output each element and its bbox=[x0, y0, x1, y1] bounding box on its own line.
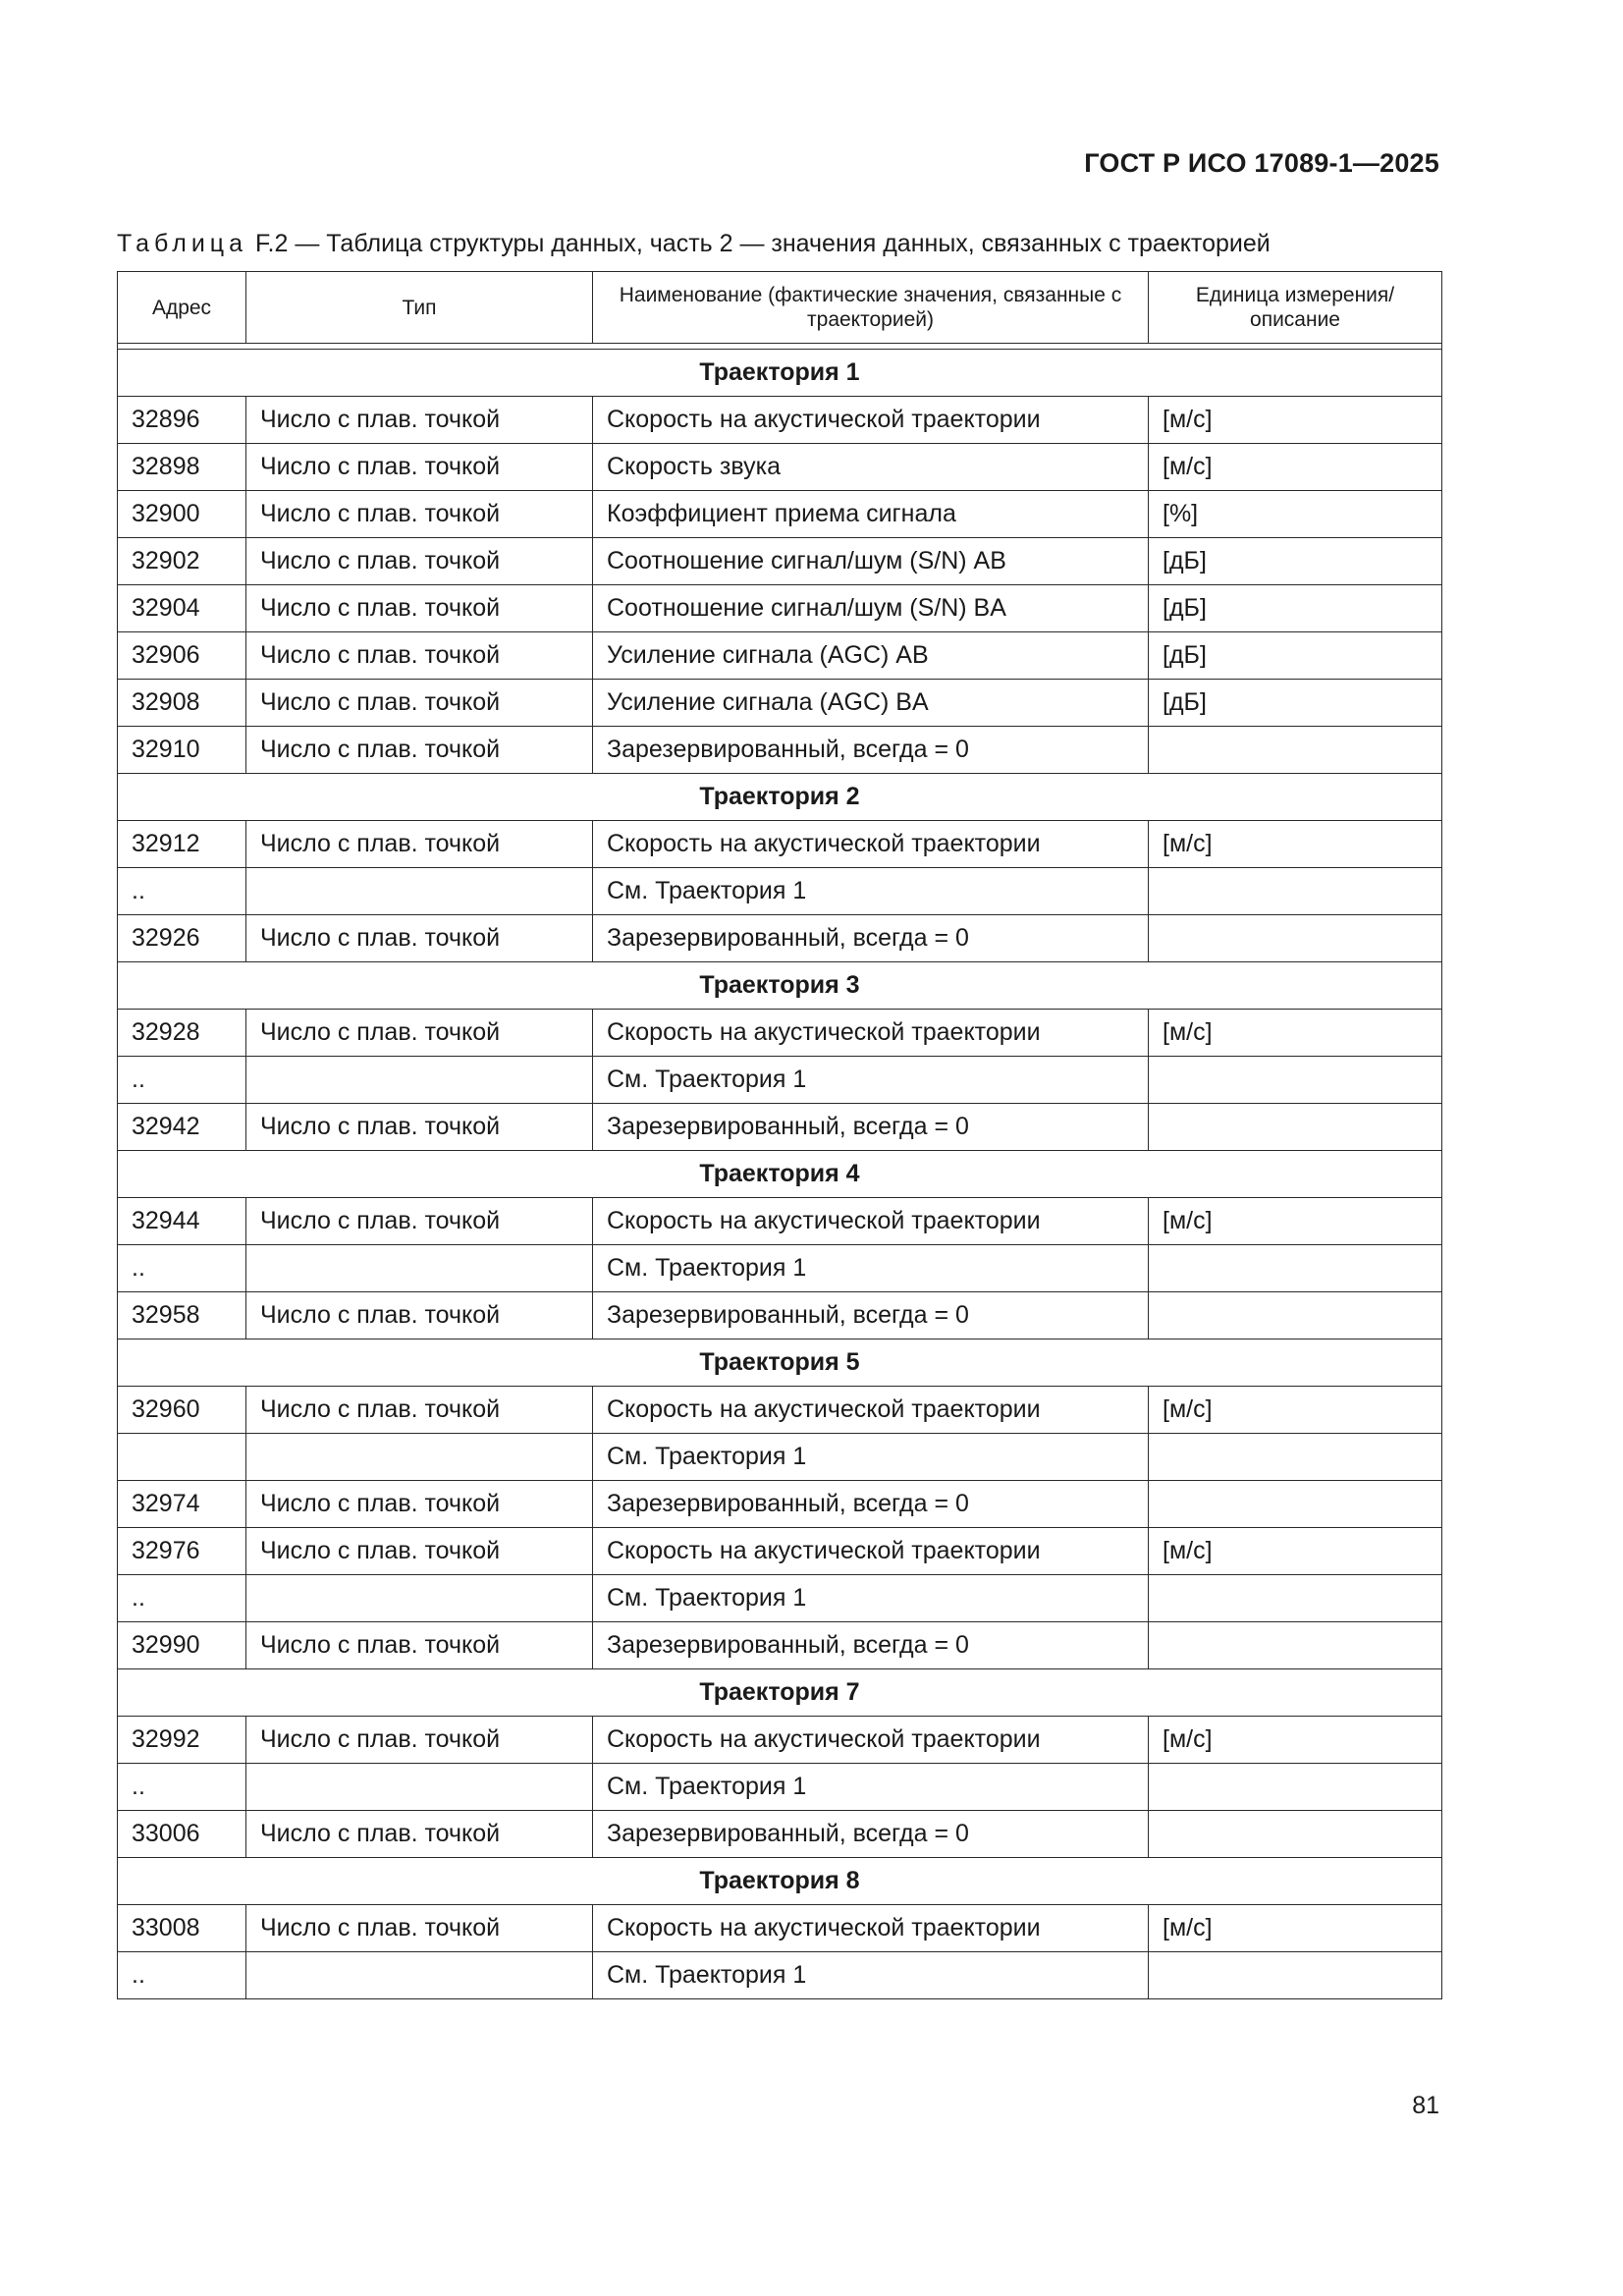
table-row bbox=[118, 1010, 1442, 1057]
cell-type: Число с плав. точкой bbox=[246, 680, 593, 727]
table-body bbox=[118, 350, 1442, 1999]
cell-type: Число с плав. точкой bbox=[246, 1811, 593, 1858]
cell-address: 32896 bbox=[118, 397, 246, 444]
table-row bbox=[118, 821, 1442, 868]
section-title: Траектория 3 bbox=[118, 962, 1442, 1010]
page-number: 81 bbox=[1412, 2092, 1439, 2119]
cell-address: 32926 bbox=[118, 915, 246, 962]
cell-unit: [%] bbox=[1149, 491, 1442, 538]
cell-type: Число с плав. точкой bbox=[246, 821, 593, 868]
cell-type: Число с плав. точкой bbox=[246, 727, 593, 774]
cell-type: Число с плав. точкой bbox=[246, 1905, 593, 1952]
cell-address: 32976 bbox=[118, 1528, 246, 1575]
cell-name: Коэффициент приема сигнала bbox=[593, 491, 1149, 538]
cell-unit bbox=[1149, 868, 1442, 915]
table-row bbox=[118, 1057, 1442, 1104]
section-title: Траектория 8 bbox=[118, 1858, 1442, 1905]
cell-type: Число с плав. точкой bbox=[246, 397, 593, 444]
cell-address: 32906 bbox=[118, 632, 246, 680]
table-row bbox=[118, 1481, 1442, 1528]
document-code: ГОСТ Р ИСО 17089-1—2025 bbox=[1084, 148, 1439, 178]
cell-type bbox=[246, 868, 593, 915]
table-row bbox=[118, 915, 1442, 962]
cell-name: Скорость на акустической траектории bbox=[593, 1387, 1149, 1434]
cell-name: Скорость на акустической траектории bbox=[593, 397, 1149, 444]
section-row bbox=[118, 350, 1442, 397]
data-structure-table bbox=[117, 271, 1442, 1999]
cell-name: См. Траектория 1 bbox=[593, 1952, 1149, 1999]
section-title: Траектория 1 bbox=[118, 350, 1442, 397]
cell-address: 32910 bbox=[118, 727, 246, 774]
cell-address: .. bbox=[118, 1245, 246, 1292]
cell-unit bbox=[1149, 1481, 1442, 1528]
cell-type bbox=[246, 1434, 593, 1481]
cell-name: Зарезервированный, всегда = 0 bbox=[593, 1811, 1149, 1858]
cell-type: Число с плав. точкой bbox=[246, 1717, 593, 1764]
cell-address: 32942 bbox=[118, 1104, 246, 1151]
cell-name: Усиление сигнала (AGC) AB bbox=[593, 632, 1149, 680]
cell-type: Число с плав. точкой bbox=[246, 632, 593, 680]
section-row bbox=[118, 1858, 1442, 1905]
table-row bbox=[118, 1104, 1442, 1151]
table-row bbox=[118, 1811, 1442, 1858]
table-row bbox=[118, 1198, 1442, 1245]
table-row bbox=[118, 1528, 1442, 1575]
table-row bbox=[118, 680, 1442, 727]
cell-type: Число с плав. точкой bbox=[246, 585, 593, 632]
table-row bbox=[118, 1764, 1442, 1811]
cell-name: См. Траектория 1 bbox=[593, 1057, 1149, 1104]
cell-type: Число с плав. точкой bbox=[246, 1292, 593, 1339]
cell-name: Зарезервированный, всегда = 0 bbox=[593, 1481, 1149, 1528]
section-row bbox=[118, 962, 1442, 1010]
cell-unit: [м/с] bbox=[1149, 1905, 1442, 1952]
cell-unit bbox=[1149, 1575, 1442, 1622]
cell-unit bbox=[1149, 1104, 1442, 1151]
cell-type: Число с плав. точкой bbox=[246, 915, 593, 962]
section-row bbox=[118, 1669, 1442, 1717]
cell-address: 33006 bbox=[118, 1811, 246, 1858]
table-row bbox=[118, 1717, 1442, 1764]
cell-type: Число с плав. точкой bbox=[246, 1387, 593, 1434]
cell-address: 32990 bbox=[118, 1622, 246, 1669]
table-row bbox=[118, 585, 1442, 632]
cell-unit: [м/с] bbox=[1149, 1387, 1442, 1434]
cell-unit bbox=[1149, 1952, 1442, 1999]
cell-unit bbox=[1149, 1622, 1442, 1669]
column-header-name: Наименование (фактические значения, связанные с траекторией) bbox=[593, 272, 1149, 344]
cell-type bbox=[246, 1057, 593, 1104]
cell-type bbox=[246, 1952, 593, 1999]
cell-name: Скорость на акустической траектории bbox=[593, 1905, 1149, 1952]
cell-address: 32992 bbox=[118, 1717, 246, 1764]
table-row bbox=[118, 538, 1442, 585]
section-title: Траектория 4 bbox=[118, 1151, 1442, 1198]
section-row bbox=[118, 1339, 1442, 1387]
cell-type: Число с плав. точкой bbox=[246, 1528, 593, 1575]
cell-name: Соотношение сигнал/шум (S/N) AB bbox=[593, 538, 1149, 585]
table-row bbox=[118, 632, 1442, 680]
cell-type: Число с плав. точкой bbox=[246, 444, 593, 491]
cell-address: .. bbox=[118, 1764, 246, 1811]
column-header-unit: Единица измерения/ описание bbox=[1149, 272, 1442, 344]
cell-type: Число с плав. точкой bbox=[246, 1198, 593, 1245]
cell-address: 32908 bbox=[118, 680, 246, 727]
table-caption bbox=[117, 230, 1271, 258]
cell-name: Скорость на акустической траектории bbox=[593, 1010, 1149, 1057]
cell-unit: [м/с] bbox=[1149, 1528, 1442, 1575]
cell-address: 32974 bbox=[118, 1481, 246, 1528]
cell-unit: [м/с] bbox=[1149, 1010, 1442, 1057]
table-row bbox=[118, 727, 1442, 774]
cell-type bbox=[246, 1245, 593, 1292]
cell-type: Число с плав. точкой bbox=[246, 538, 593, 585]
cell-name: См. Траектория 1 bbox=[593, 1764, 1149, 1811]
section-title: Траектория 5 bbox=[118, 1339, 1442, 1387]
cell-type: Число с плав. точкой bbox=[246, 1010, 593, 1057]
column-header-type: Тип bbox=[246, 272, 593, 344]
table-row bbox=[118, 1905, 1442, 1952]
table-row bbox=[118, 868, 1442, 915]
table-caption-lead: Таблица bbox=[117, 230, 248, 257]
cell-unit: [м/с] bbox=[1149, 821, 1442, 868]
cell-type bbox=[246, 1764, 593, 1811]
cell-unit: [м/с] bbox=[1149, 1717, 1442, 1764]
cell-address: .. bbox=[118, 868, 246, 915]
table-row bbox=[118, 1387, 1442, 1434]
cell-address: .. bbox=[118, 1575, 246, 1622]
cell-unit: [м/с] bbox=[1149, 1198, 1442, 1245]
cell-unit: [дБ] bbox=[1149, 680, 1442, 727]
cell-type: Число с плав. точкой bbox=[246, 1104, 593, 1151]
cell-name: Скорость на акустической траектории bbox=[593, 1198, 1149, 1245]
cell-type: Число с плав. точкой bbox=[246, 1622, 593, 1669]
cell-unit: [м/с] bbox=[1149, 397, 1442, 444]
cell-address: .. bbox=[118, 1952, 246, 1999]
cell-name: Зарезервированный, всегда = 0 bbox=[593, 1622, 1149, 1669]
cell-name: См. Траектория 1 bbox=[593, 868, 1149, 915]
cell-unit: [дБ] bbox=[1149, 632, 1442, 680]
cell-name: Усиление сигнала (AGC) BA bbox=[593, 680, 1149, 727]
table-row bbox=[118, 1575, 1442, 1622]
cell-address: 32944 bbox=[118, 1198, 246, 1245]
cell-address: 32902 bbox=[118, 538, 246, 585]
cell-type: Число с плав. точкой bbox=[246, 491, 593, 538]
cell-unit bbox=[1149, 1245, 1442, 1292]
cell-address: 33008 bbox=[118, 1905, 246, 1952]
cell-unit bbox=[1149, 1292, 1442, 1339]
cell-address: .. bbox=[118, 1057, 246, 1104]
cell-name: Скорость на акустической траектории bbox=[593, 1717, 1149, 1764]
cell-name: Зарезервированный, всегда = 0 bbox=[593, 1292, 1149, 1339]
cell-unit bbox=[1149, 1764, 1442, 1811]
cell-unit bbox=[1149, 1811, 1442, 1858]
cell-unit bbox=[1149, 727, 1442, 774]
table-row bbox=[118, 1292, 1442, 1339]
cell-name: Зарезервированный, всегда = 0 bbox=[593, 1104, 1149, 1151]
table-row bbox=[118, 397, 1442, 444]
table-row bbox=[118, 444, 1442, 491]
table-header-row bbox=[118, 272, 1442, 344]
cell-name: См. Траектория 1 bbox=[593, 1245, 1149, 1292]
cell-unit bbox=[1149, 1057, 1442, 1104]
section-row bbox=[118, 1151, 1442, 1198]
cell-name: Скорость на акустической траектории bbox=[593, 821, 1149, 868]
cell-name: Скорость звука bbox=[593, 444, 1149, 491]
cell-name: Зарезервированный, всегда = 0 bbox=[593, 915, 1149, 962]
cell-unit bbox=[1149, 1434, 1442, 1481]
table-row bbox=[118, 1622, 1442, 1669]
cell-type: Число с плав. точкой bbox=[246, 1481, 593, 1528]
cell-address: 32928 bbox=[118, 1010, 246, 1057]
cell-name: Зарезервированный, всегда = 0 bbox=[593, 727, 1149, 774]
cell-name: См. Траектория 1 bbox=[593, 1575, 1149, 1622]
cell-address: 32960 bbox=[118, 1387, 246, 1434]
section-title: Траектория 2 bbox=[118, 774, 1442, 821]
table-row bbox=[118, 1434, 1442, 1481]
cell-name: Скорость на акустической траектории bbox=[593, 1528, 1149, 1575]
cell-address: 32958 bbox=[118, 1292, 246, 1339]
section-row bbox=[118, 774, 1442, 821]
cell-unit: [м/с] bbox=[1149, 444, 1442, 491]
table-row bbox=[118, 1245, 1442, 1292]
cell-name: Соотношение сигнал/шум (S/N) BA bbox=[593, 585, 1149, 632]
table-row bbox=[118, 491, 1442, 538]
cell-unit: [дБ] bbox=[1149, 538, 1442, 585]
cell-address: 32898 bbox=[118, 444, 246, 491]
cell-unit: [дБ] bbox=[1149, 585, 1442, 632]
cell-unit bbox=[1149, 915, 1442, 962]
cell-name: См. Траектория 1 bbox=[593, 1434, 1149, 1481]
table-row bbox=[118, 1952, 1442, 1999]
cell-address: 32912 bbox=[118, 821, 246, 868]
cell-address: 32904 bbox=[118, 585, 246, 632]
cell-address: 32900 bbox=[118, 491, 246, 538]
cell-type bbox=[246, 1575, 593, 1622]
column-header-address: Адрес bbox=[118, 272, 246, 344]
section-title: Траектория 7 bbox=[118, 1669, 1442, 1717]
table-caption-text: F.2 — Таблица структуры данных, часть 2 — значения данных, связанных с траекторией bbox=[255, 230, 1271, 257]
cell-address bbox=[118, 1434, 246, 1481]
